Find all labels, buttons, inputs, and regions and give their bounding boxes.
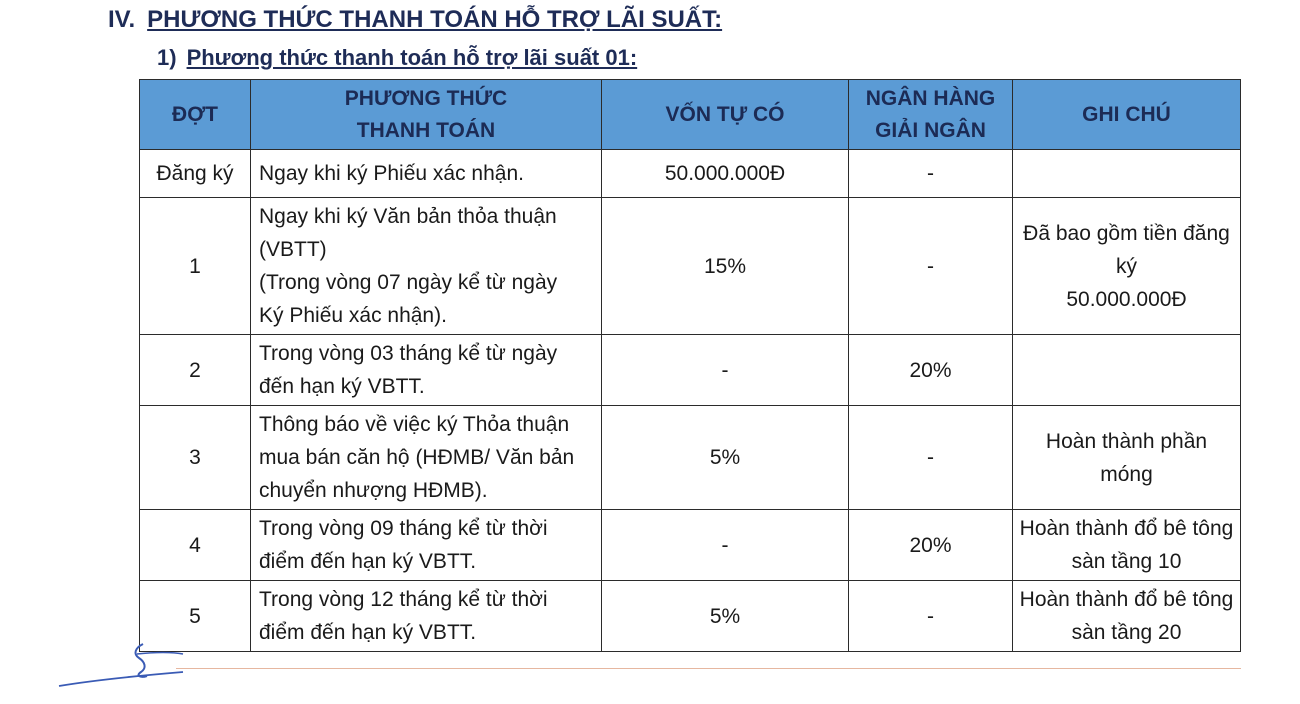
cell-own-capital: 15% xyxy=(602,198,849,335)
method-line: chuyển nhượng HĐMB). xyxy=(259,479,488,502)
signature-mark xyxy=(55,638,185,694)
table-row xyxy=(140,510,1241,581)
cell-note xyxy=(1013,406,1241,510)
note-line: sàn tầng 10 xyxy=(1071,550,1182,573)
cell-dot: 1 xyxy=(140,198,251,335)
method-line: Ngay khi ký Văn bản thỏa thuận xyxy=(259,205,557,228)
table-row xyxy=(140,581,1241,652)
method-line: (VBTT) xyxy=(259,238,327,261)
cell-dot: Đăng ký xyxy=(140,150,251,198)
header-method xyxy=(251,80,602,150)
note-line: Hoàn thành đổ bê tông xyxy=(1019,517,1234,540)
cell-note xyxy=(1013,510,1241,581)
table-row xyxy=(140,198,1241,335)
cell-note xyxy=(1013,335,1241,406)
method-line: Ngay khi ký Phiếu xác nhận. xyxy=(259,162,524,185)
cell-bank: - xyxy=(849,150,1013,198)
cell-bank: 20% xyxy=(849,335,1013,406)
cell-bank: 20% xyxy=(849,510,1013,581)
header-note: GHI CHÚ xyxy=(1013,80,1241,150)
cell-method xyxy=(251,150,602,198)
cell-method xyxy=(251,198,602,335)
cell-own-capital: 50.000.000Đ xyxy=(602,150,849,198)
cell-dot: 4 xyxy=(140,510,251,581)
section-number: IV. xyxy=(108,6,136,33)
subsection-number: 1) xyxy=(157,45,177,70)
method-line: Trong vòng 03 tháng kể từ ngày xyxy=(259,342,558,365)
subsection-heading xyxy=(157,45,637,71)
method-line: mua bán căn hộ (HĐMB/ Văn bản xyxy=(259,446,575,469)
method-line: điểm đến hạn ký VBTT. xyxy=(259,550,477,573)
method-line: (Trong vòng 07 ngày kể từ ngày xyxy=(259,271,558,294)
note-line: sàn tầng 20 xyxy=(1071,621,1182,644)
cell-method xyxy=(251,335,602,406)
subsection-title: Phương thức thanh toán hỗ trợ lãi suất 01: xyxy=(186,45,638,70)
cell-dot: 5 xyxy=(140,581,251,652)
cell-bank: - xyxy=(849,406,1013,510)
note-line: Hoàn thành đổ bê tông xyxy=(1019,588,1234,611)
cell-method xyxy=(251,406,602,510)
payment-schedule-table xyxy=(139,79,1241,652)
method-line: Trong vòng 09 tháng kể từ thời xyxy=(259,517,548,540)
section-title: PHƯƠNG THỨC THANH TOÁN HỖ TRỢ LÃI SUẤT: xyxy=(147,6,723,33)
table-row xyxy=(140,335,1241,406)
header-method-line1: PHƯƠNG THỨC xyxy=(344,86,508,110)
header-method-line2: THANH TOÁN xyxy=(356,118,496,142)
table-row xyxy=(140,406,1241,510)
cell-bank: - xyxy=(849,198,1013,335)
header-bank xyxy=(849,80,1013,150)
cell-note xyxy=(1013,581,1241,652)
note-line: 50.000.000Đ xyxy=(1066,287,1187,311)
note-line: Hoàn thành phần móng xyxy=(1045,429,1208,486)
method-line: Ký Phiếu xác nhận). xyxy=(259,304,447,327)
footer-divider xyxy=(176,668,1241,669)
cell-method xyxy=(251,581,602,652)
table-header-row xyxy=(140,80,1241,150)
cell-dot: 2 xyxy=(140,335,251,406)
cell-bank: - xyxy=(849,581,1013,652)
method-line: Trong vòng 12 tháng kể từ thời xyxy=(259,588,548,611)
cell-note xyxy=(1013,198,1241,335)
cell-method xyxy=(251,510,602,581)
table-row xyxy=(140,150,1241,198)
cell-dot: 3 xyxy=(140,406,251,510)
header-dot: ĐỢT xyxy=(140,80,251,150)
cell-own-capital: 5% xyxy=(602,406,849,510)
header-bank-line1: NGÂN HÀNG xyxy=(865,86,996,110)
method-line: điểm đến hạn ký VBTT. xyxy=(259,621,477,644)
cell-own-capital: - xyxy=(602,510,849,581)
method-line: Thông báo về việc ký Thỏa thuận xyxy=(259,413,570,436)
cell-note xyxy=(1013,150,1241,198)
method-line: đến hạn ký VBTT. xyxy=(259,375,425,398)
cell-own-capital: 5% xyxy=(602,581,849,652)
cell-own-capital: - xyxy=(602,335,849,406)
section-heading xyxy=(108,6,722,34)
note-line: Đã bao gồm tiền đăng ký xyxy=(1023,221,1230,278)
header-bank-line2: GIẢI NGÂN xyxy=(875,118,986,142)
header-own-capital: VỐN TỰ CÓ xyxy=(602,80,849,150)
